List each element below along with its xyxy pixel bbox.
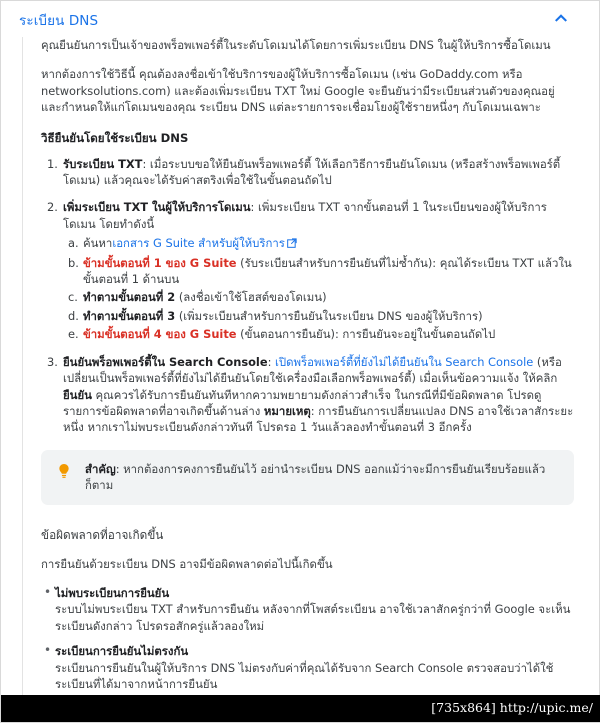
step-2-title: เพิ่มระเบียน TXT ในผู้ให้บริการโดเมน (63, 200, 251, 215)
step-1-title: รับระเบียน TXT (63, 156, 143, 171)
g-suite-docs-link[interactable]: เอกสาร G Suite สำหรับผู้ให้บริการ (112, 236, 285, 251)
step-3-text-mid: (หรือเปลี่ยนเป็นพร็อพเพอร์ตี้ที่ยังไม่ได้ยืนยันโดยใช้เครื่องมือเลือกพร็อพเพอร์ตี้) เมื่อเห็นข้อความแจ้ง ให้คลิก (63, 354, 562, 386)
chevron-up-icon[interactable] (551, 8, 571, 28)
panel-body (22, 37, 600, 718)
error-2-body: ระเบียนการยืนยันในผู้ให้บริการ DNS ไม่ตรงกับค่าที่คุณได้รับจาก Search Console ตรวจสอบว่าได้ใช้ระเบียนที่ได้มาจากหน้าการยืนยัน (55, 660, 554, 691)
substep-item-a (83, 235, 574, 252)
substep-item-d (83, 308, 574, 324)
substep-d-title: ทำตามขั้นตอนที่ 3 (83, 308, 176, 323)
error-item-mismatch (55, 643, 574, 692)
intro-paragraph-2: หากต้องการใช้วิธีนี้ คุณต้องลงชื่อเข้าใช้บริการของผู้ให้บริการซื้อโดเมน (เช่น GoDaddy.com หรือ networksolutions.com) และต้องเพิ่มระเบียน TXT ใหม่ Google จะยืนยันว่ามีระเบียนส่วนตัวของคุณอยู่และกำหนดให้แก่โดเมนของคุณ ระเบียน DNS แต่ละรายการจะเชื่อมโยงผู้ใช้รายหนึ่งๆ กับโดเมนเฉพาะ (41, 67, 555, 115)
important-tip-callout (41, 450, 574, 505)
substep-e-warning: ข้ามขั้นตอนที่ 4 ของ G Suite (83, 327, 237, 342)
tip-text: : หากต้องการคงการยืนยันไว้ อย่านำระเบียน DNS ออกแม้ว่าจะมีการยืนยันเรียบร้อยแล้วก็ตาม (85, 461, 546, 493)
step-2-text: : เพิ่มระเบียน TXT จากขั้นตอนที่ 1 ในระเบียนของผู้ให้บริการโดเมน โดยทำดังนี้ (63, 200, 547, 231)
substep-d-text: (เพิ่มระเบียนสำหรับการยืนยันในระเบียน DNS ของผู้ให้บริการ) (175, 308, 483, 323)
step-1-text: : เมื่อระบบขอให้ยืนยันพร็อพเพอร์ตี้ ให้เลือกวิธีการยืนยันโดเมน (หรือสร้างพร็อพเพอร์ตี้โดเมน) แล้วคุณจะได้รับค่าสตริงเพื่อใช้ในขั้นตอนถัดไป (63, 156, 561, 188)
step-item-2 (63, 199, 574, 342)
error-1-body: ระบบไม่พบระเบียน TXT สำหรับการยืนยัน หลังจากที่โพสต์ระเบียน อาจใช้เวลาสักครู่กว่าที่ Google จะเห็นระเบียนดังกล่าว โปรดรอสักครู่แล้วลองใหม่ (55, 602, 571, 633)
verification-steps-list (41, 156, 574, 436)
step-2-sub-list (63, 235, 574, 342)
substep-item-b (83, 255, 574, 288)
substep-c-text: (ลงชื่อเข้าใช้โฮสต์ของโดเมน) (175, 290, 327, 305)
panel-header (1, 1, 599, 33)
substep-b-warning: ข้ามขั้นตอนที่ 1 ของ G Suite (83, 255, 237, 270)
step-3-text-after: คุณควรได้รับการยืนยันทันทีหากความพยายามดังกล่าวสำเร็จ ในกรณีที่มีข้อผิดพลาด โปรดดูรายการข้อผิดพลาดที่อาจเกิดขึ้นด้านล่าง (63, 387, 542, 418)
error-item-not-found (55, 585, 574, 634)
error-2-title: • ระเบียนการยืนยันไม่ตรงกัน (55, 644, 189, 659)
errors-heading: ข้อผิดพลาดที่อาจเกิดขึ้น (41, 527, 164, 542)
substep-b-text: (รับระเบียนสำหรับการยืนยันที่ไม่ซ้ำกัน): คุณได้ระเบียน TXT แล้วในขั้นตอนที่ 1 ด้านบน (83, 255, 572, 287)
external-link-icon (287, 236, 297, 252)
how-to-verify-subheading: วิธียืนยันโดยใช้ระเบียน DNS (41, 130, 189, 145)
watermark-text: [735x864] http://upic.me/ (431, 700, 593, 715)
substep-item-c (83, 289, 574, 305)
errors-intro: การยืนยันด้วยระเบียน DNS อาจมีข้อผิดพลาดต่อไปนี้เกิดขึ้น (41, 556, 333, 571)
error-1-title: • ไม่พบระเบียนการยืนยัน (55, 585, 170, 600)
step-3-text-end: : การยืนยันการเปลี่ยนแปลง DNS อาจใช้เวลาสักระยะหนึ่ง หากเราไม่พบระเบียนดังกล่าวทันที โปรดรอ 1 วันแล้วลองทำขั้นตอนที่ 3 อีกครั้ง (63, 403, 574, 435)
substep-a-lead: ค้นหา (83, 236, 113, 251)
tip-label: สำคัญ (85, 461, 116, 476)
lightbulb-icon (55, 462, 73, 484)
step-item-3 (63, 354, 574, 436)
substep-c-title: ทำตามขั้นตอนที่ 2 (83, 290, 176, 305)
substep-item-e (83, 326, 574, 342)
watermark-bar (1, 695, 600, 722)
step-3-note-label: หมายเหตุ (263, 403, 311, 418)
intro-paragraph-1: คุณยืนยันการเป็นเจ้าของพร็อพเพอร์ตี้ในระดับโดเมนได้โดยการเพิ่มระเบียน DNS ในผู้ให้บริการซื้อโดเมน (41, 38, 551, 52)
step-3-title: ยืนยันพร็อพเพอร์ตี้ใน Search Console (63, 354, 268, 369)
step-3-colon: : (267, 354, 276, 369)
tip-text-wrap (85, 461, 562, 494)
search-console-property-link[interactable]: เปิดพร็อพเพอร์ตี้ที่ยังไม่ได้ยืนยันใน Search Console (275, 354, 534, 369)
page-title: ระเบียน DNS (19, 13, 99, 29)
substep-e-text: (ขั้นตอนการยืนยัน): การยืนยันจะอยู่ในขั้นตอนถัดไป (236, 327, 496, 342)
step-3-verify-label: ยืนยัน (63, 387, 92, 402)
step-item-1 (63, 156, 574, 189)
